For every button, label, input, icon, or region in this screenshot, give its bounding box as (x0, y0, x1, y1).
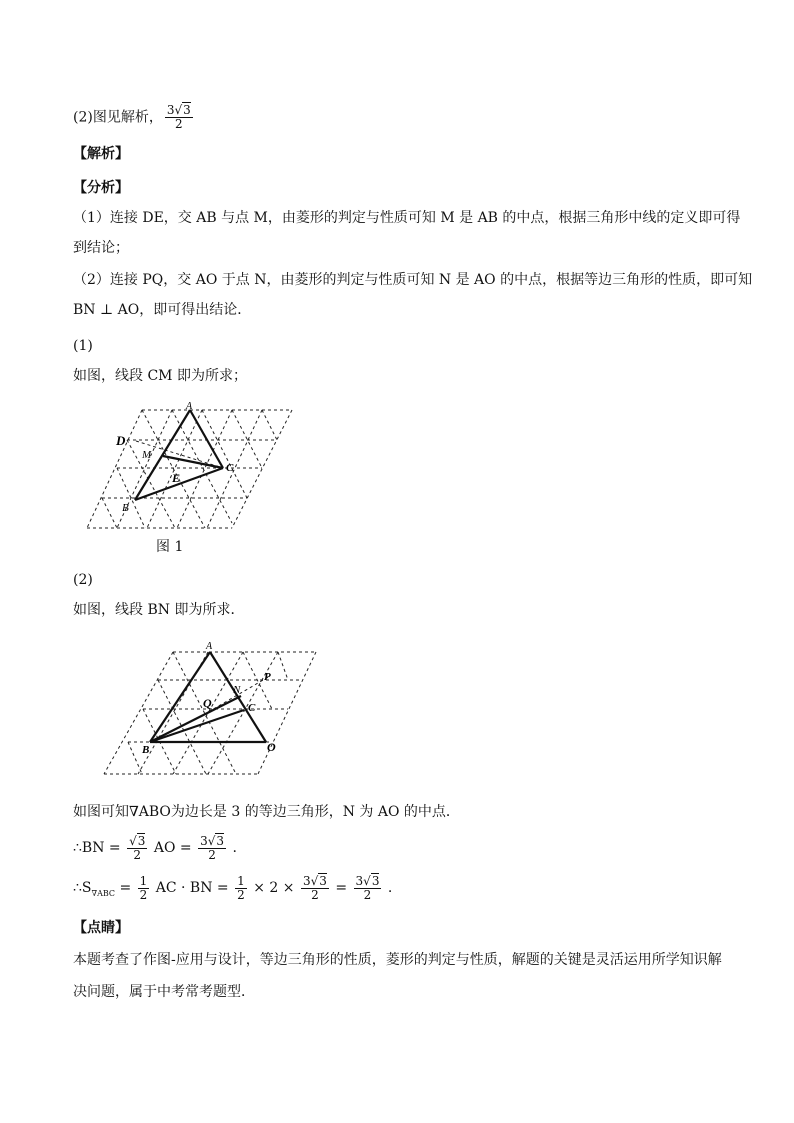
answer-fraction: $\frac{3√3}{2}$ (166, 103, 191, 131)
heading-jiexi: 【解析】 (73, 146, 129, 162)
figure-2-grid (104, 652, 316, 774)
figure-1-grid (87, 410, 292, 528)
part2-label: (2) (73, 572, 93, 588)
equation-2: $\therefore S_{\nabla ABC}$ = $\frac{1}{2}$ AC · BN = $\frac{1}{2}$ × 2 × $\frac{3√3}{2}$ = $\frac{3√3}{2}$ . (73, 873, 393, 902)
conclusion-text: 如图可知∇ABO为边长是 3 的等边三角形，N 为 AO 的中点． (73, 804, 460, 820)
fig1-label-d: D (116, 433, 126, 448)
equation-1: ∴BN = $\frac{√3}{2}$ AO = $\frac{3√3}{2}$ . (73, 833, 237, 862)
heading-fenxi: 【分析】 (73, 180, 129, 196)
analysis-1-line2: 到结论； (73, 240, 129, 256)
figure-2 (98, 638, 322, 778)
analysis-2-line1: （2）连接 PQ，交 AO 于点 N，由菱形的判定与性质可知 N 是 AO 的中点，根据等边三角形的性质，即可知 (73, 272, 753, 288)
comment-line2: 决问题，属于中考常考题型． (73, 984, 255, 1000)
comment-line1: 本题考查了作图-应用与设计，等边三角形的性质，菱形的判定与性质，解题的关键是灵活运用所学知识解 (73, 952, 722, 968)
fig2-label-n: N (233, 684, 241, 696)
fig2-label-o: O (267, 740, 276, 754)
part1-text: 如图，线段 CM 即为所求； (73, 368, 247, 384)
analysis-2-line2: BN ⊥ AO，即可得出结论． (73, 302, 252, 318)
fig1-label-e: E (172, 471, 181, 485)
answer-line (73, 104, 195, 131)
fig2-label-c: C (248, 702, 256, 714)
fig1-label-b: B (122, 502, 129, 514)
fig1-label-a: A (186, 401, 193, 412)
part1-label: (1) (73, 338, 93, 354)
figure-1-caption: 图 1 (156, 539, 184, 555)
fig2-label-b: B (142, 744, 150, 756)
fig2-label-p: P (264, 671, 271, 683)
fig1-label-c: C (226, 462, 234, 474)
fig2-label-a: A (206, 641, 213, 652)
fig2-label-q: Q (203, 696, 212, 710)
heading-dianjing: 【点睛】 (73, 920, 129, 936)
fig1-label-m: M (142, 449, 152, 461)
analysis-1-line1: （1）连接 DE，交 AB 与点 M，由菱形的判定与性质可知 M 是 AB 的中点，根据三角形中线的定义即可得 (73, 210, 741, 226)
part2-text: 如图，线段 BN 即为所求． (73, 602, 245, 618)
figure-1 (80, 398, 300, 558)
answer-prefix: (2)图见解析， (73, 109, 163, 126)
